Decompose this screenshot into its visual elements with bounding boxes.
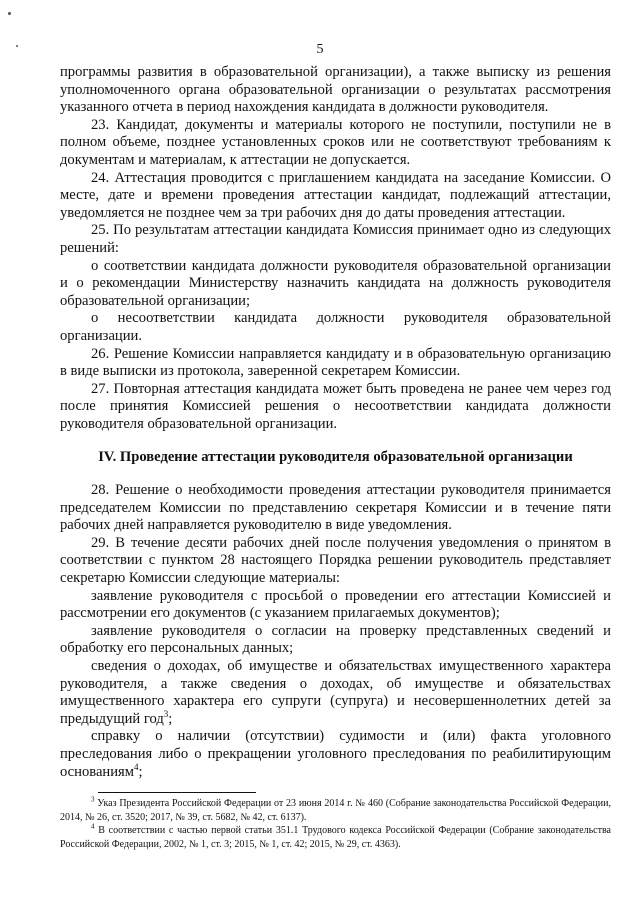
paragraph-29-item-3-end: ; — [168, 710, 173, 727]
paragraph-26: 26. Решение Комиссии направляется кандидату и в образовательную организацию в виде выписки из протокола, заверенной секретарем Комиссии. — [60, 345, 611, 380]
paragraph-29-item-3 — [60, 658, 611, 728]
footnote-text: Указ Президента Российской Федерации от 23 июня 2014 г. № 460 (Собрание законодательства Российской Федерации, 2014, № 26, ст. 3520; 2017, № 39, ст. 5682, № 42, ст. 6137). — [60, 798, 611, 823]
footnote-text: В соответствии с частью первой статьи 351.1 Трудового кодекса Российской Федерации (Собрание законодательства Российской Федерации, 2002, № 1, ст. 3; 2015, № 1, ст. 42; 2015, № 29, ст. 4363). — [60, 825, 611, 850]
paragraph-29-item-2: заявление руководителя о согласии на проверку представленных сведений и обработку его персональных данных; — [60, 622, 611, 657]
scan-speck — [8, 12, 11, 15]
paragraph-23: 23. Кандидат, документы и материалы которого не поступили, поступили не в полном объеме, позднее установленных сроков или не соответствуют требованиям к документам и материалам, к аттестации не допускается. — [60, 116, 611, 168]
paragraph-29-item-4 — [60, 728, 611, 781]
footnote-ref-3: 3 — [163, 708, 169, 719]
section-heading: IV. Проведение аттестации руководителя образовательной организации — [98, 449, 573, 466]
document-body — [60, 64, 611, 781]
paragraph-27: 27. Повторная аттестация кандидата может быть проведена не ранее чем через год после принятия Комиссией решения о несоответствии кандидата должности руководителя образовательной организации. — [60, 380, 611, 432]
footnote-number: 3 — [91, 795, 95, 804]
paragraph-29-item-4-text: справку о наличии (отсутствии) судимости и (или) факта уголовного преследования либо о прекращении уголовного преследования по реабилитирующим основаниям — [60, 728, 611, 780]
paragraph-25-option-2: о несоответствии кандидата должности руководителя образовательной организации. — [60, 310, 611, 344]
page-number: 5 — [316, 42, 324, 57]
paragraph-continued: программы развития в образовательной организации), а также выписку из решения уполномоченного органа образовательной организации о результатах рассмотрения указанного отчета в период нахождения кандидата в должности руководителя. — [60, 64, 611, 116]
paragraph-29-item-3-text: сведения о доходах, об имуществе и обязательствах имущественного характера руководителя, а также сведения о доходах, об имуществе и обязательствах имущественного характера его супруги (супруга) и несовершеннолетних детей за предыдущий год — [60, 658, 611, 727]
paragraph-25: 25. По результатам аттестации кандидата Комиссия принимает одно из следующих решений: — [60, 222, 611, 256]
paragraph-24: 24. Аттестация проводится с приглашением кандидата на заседание Комиссии. О месте, дате и времени проведения аттестации кандидат, подлежащий аттестации, уведомляется не позднее чем за три рабочих дня до даты проведения аттестации. — [60, 169, 611, 221]
footnote-3 — [60, 797, 611, 824]
footnote-4 — [60, 824, 611, 851]
footnote-ref-4: 4 — [134, 761, 139, 772]
paragraph-29-item-1: заявление руководителя с просьбой о проведении его аттестации Комиссией и рассмотрении его документов (с указанием прилагаемых документов); — [60, 587, 611, 622]
paragraph-29-item-4-end: ; — [138, 763, 143, 780]
paragraph-25-option-1: о соответствии кандидата должности руководителя образовательной организации и о рекомендации Министерству назначить кандидата на должность руководителя образовательной организации; — [60, 257, 611, 309]
paragraph-29: 29. В течение десяти рабочих дней после получения уведомления о принятом в соответствии с пунктом 28 настоящего Порядка решении руководитель представляет секретарю Комиссии следующие материалы: — [60, 534, 611, 587]
footnote-divider — [98, 792, 256, 793]
footnotes — [60, 797, 611, 851]
footnote-number: 4 — [91, 822, 95, 831]
paragraph-28: 28. Решение о необходимости проведения аттестации руководителя принимается председателем Комиссии по представлению секретаря Комиссии и в течение пяти рабочих дней направляется руководителю в виде уведомления. — [60, 482, 611, 534]
